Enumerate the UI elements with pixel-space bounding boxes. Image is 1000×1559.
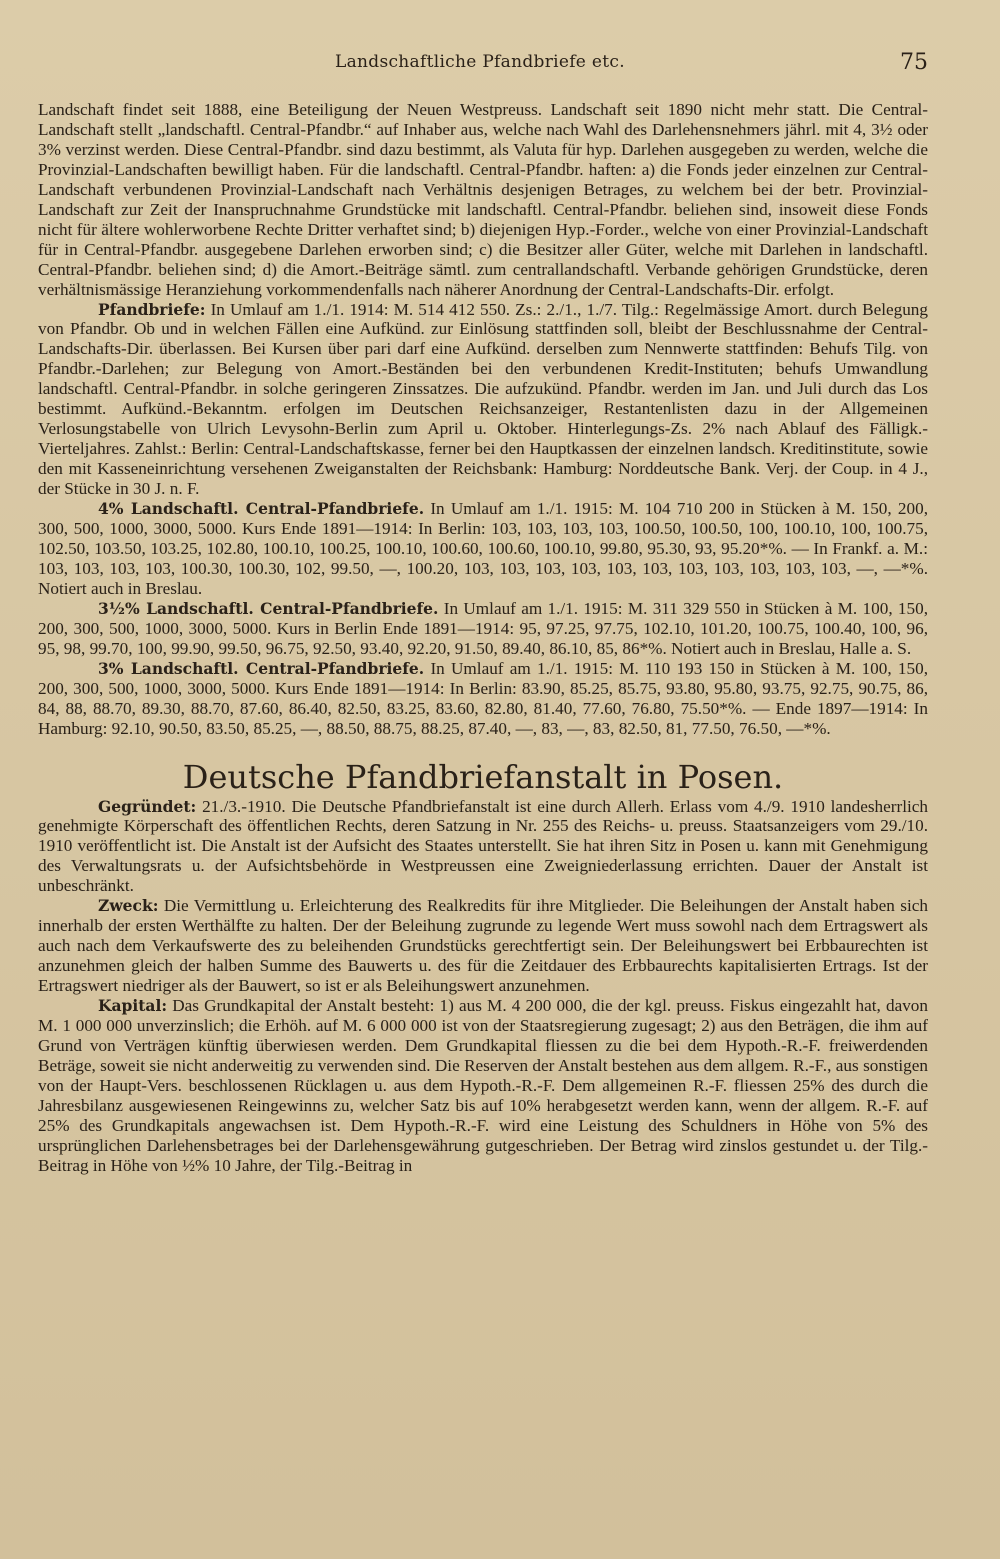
paragraph (38, 100, 928, 300)
paragraph (38, 896, 928, 996)
paragraph (38, 599, 928, 659)
paragraph-keyword: 4% Landschaftl. Central-Pfandbriefe. (98, 499, 425, 519)
paragraph-text: In Umlauf am 1./1. 1915: M. 311 329 550 in Stücken à M. 100, 150, 200, 300, 500, 1000, 3000, 5000. Kurs in Berlin Ende 1891—1914: 95, 97.25, 97.75, 102.10, 101.20, 100.75, 100.40, 100, 96, 95, 98, 99.70, 100, 99.90, 99.50, 96.75, 92.50, 93.40, 92.20, 91.50, 89.40, 86.10, 85, 86*%. Notiert auch in Breslau, Halle a. S. (38, 598, 929, 658)
paragraph-keyword: Kapital: (98, 996, 168, 1016)
paragraph-keyword: 3% Landschaftl. Central-Pfandbriefe. (98, 658, 425, 678)
paragraph-keyword: Pfandbriefe: (98, 299, 206, 319)
paragraph-text: In Umlauf am 1./1. 1915: M. 110 193 150 in Stücken à M. 100, 150, 200, 300, 500, 1000, 3000, 5000. Kurs Ende 1891—1914: In Berlin: 83.90, 85.25, 85.75, 93.80, 95.80, 93.75, 92.75, 90.75, 86, 84, 88, 88.70, 89.30, 88.70, 87.60, 86.40, 82.50, 83.25, 83.60, 82.80, 81.40, 77.60, 76.80, 75.50*%. — Ende 1897—1914: In Hamburg: 92.10, 90.50, 83.50, 85.25, —, 88.50, 88.75, 88.25, 87.40, —, 83, —, 83, 82.50, 81, 77.50, 76.50, —*%. (38, 658, 928, 738)
page-number: 75 (900, 50, 928, 75)
section-title: Deutsche Pfandbriefanstalt in Posen. (182, 757, 784, 796)
paragraph-text: In Umlauf am 1./1. 1915: M. 104 710 200 in Stücken à M. 150, 200, 300, 500, 1000, 3000, 5000. Kurs Ende 1891—1914: In Berlin: 103, 103, 103, 103, 100.50, 100.50, 100, 100.10, 100, 100.75, 102.50, 103.50, 103.25, 102.80, 100.10, 100.25, 100.10, 100.60, 100.60, 100.10, 99.80, 95.30, 93, 95.20*%. — In Frankf. a. M.: 103, 103, 103, 103, 100.30, 100.30, 102, 99.50, —, 100.20, 103, 103, 103, 103, 103, 103, 103, 103, 103, 103, 103, —, —*%. Notiert auch in Breslau. (38, 499, 928, 598)
paragraph (38, 300, 928, 500)
paragraph-keyword: Gegründet: (98, 796, 197, 816)
paragraph-keyword: 3½% Landschaftl. Central-Pfandbriefe. (98, 598, 439, 618)
paragraph-keyword: Zweck: (98, 896, 159, 916)
paragraph-text: Die Vermittlung u. Erleichterung des Realkredits für ihre Mitglieder. Die Beleihungen der Anstalt haben sich innerhalb der ersten Werthälfte zu halten. Der der Beleihung zugrunde zu legende Wert muss sowohl nach dem Ertragswert als auch nach dem Verkaufswerte des zu beleihenden Grundstücks gerechtfertigt sein. Der Beleihungswert bei Erbbaurechten ist anzunehmen gleich der halben Summe des Bauwerts u. des für die Zeitdauer des Erbbaurechts kapitalisierten Ertrags. Ist der Ertragswert niedriger als der Bauwert, so ist er als Beleihungswert anzunehmen. (38, 896, 928, 996)
paragraph-text: Landschaft findet seit 1888, eine Beteiligung der Neuen Westpreuss. Landschaft seit 1890 nicht mehr statt. Die Central-Landschaft stellt „landschaftl. Central-Pfandbr.“ auf Inhaber aus, welche nach Wahl des Darlehensnehmers jährl. mit 4, 3½ oder 3% verzinst werden. Diese Central-Pfandbr. sind dazu bestimmt, als Valuta für hyp. Darlehen ausgegeben zu werden, welche die Provinzial-Landschaften bewilligt haben. Für die landschaftl. Central-Pfandbr. haften: a) die Fonds jeder einzelnen zur Central-Landschaft verbundenen Provinzial-Landschaft nach Verhältnis desjenigen Betrages, zu welchem bei der betr. Provinzial-Landschaft zur Zeit der Inanspruchnahme Grundstücke mit landschaftl. Central-Pfandbr. beliehen sind, insoweit diese Fonds nicht für ältere wohlerworbene Rechte Dritter verhaftet sind; b) diejenigen Hyp.-Forder., welche von einer Provinzial-Landschaft für in Central-Pfandbr. ausgegebene Darlehen erworben sind; c) die Besitzer aller Güter, welche mit Darlehen in landschaftl. Central-Pfandbr. beliehen sind; d) die Amort.-Beiträge sämtl. zum centrallandschaftl. Verbande gehörigen Grundstücke, deren verhältnismässige Heranziehung vorkommendenfalls nach näherer Anordnung der Central-Landschafts-Dir. erfolgt. (38, 100, 928, 299)
paragraph-text: In Umlauf am 1./1. 1914: M. 514 412 550. Zs.: 2./1., 1./7. Tilg.: Regelmässige Amort. durch Belegung von Pfandbr. Ob und in welchen Fällen eine Aufkünd. zur Einlösung stattfinden soll, bleibt der Beschlussnahme der Central-Landschafts-Dir. überlassen. Bei Kursen über pari darf eine Aufkünd. derselben zum Nennwerte stattfinden: Behufs Tilg. von Pfandbr.-Darlehen; zur Belegung von Amort.-Beständen bei den verbundenen Kredit-Instituten; behufs Umwandlung landschaftl. Central-Pfandbr. in solche geringeren Zinssatzes. Die aufzukünd. Pfandbr. werden im Jan. und Juli durch das Los bestimmt. Aufkünd.-Bekanntm. erfolgen im Deutschen Reichsanzeiger, Restantenlisten dazu in der Allgemeinen Verlosungstabelle von Ulrich Levysohn-Berlin zum April u. Oktober. Hinterlegungs-Zs. 2% nach Ablauf des Fälligk.-Vierteljahres. Zahlst.: Berlin: Central-Landschaftskasse, ferner bei den Hauptkassen der einzelnen landsch. Kreditinstitute, sowie den mit Kasseneinrichtung versehenen Zweiganstalten der Reichsbank: Hamburg: Norddeutsche Bank. Verj. der Coup. in 4 J., der Stücke in 30 J. n. F. (38, 299, 928, 499)
paragraph-text: Das Grundkapital der Anstalt besteht: 1) aus M. 4 200 000, die der kgl. preuss. Fiskus eingezahlt hat, davon M. 1 000 000 unverzinslich; die Erhöh. auf M. 6 000 000 ist von der Staatsregierung zugesagt; 2) aus den Beträgen, die ihm auf Grund von Verträgen künftig überwiesen werden. Dem Grundkapital fliessen zu die bei dem Hypoth.-R.-F. freiwerdenden Beträge, soweit sie nicht anderweitig zu verwenden sind. Die Reserven der Anstalt bestehen aus dem allgem. R.-F., aus sonstigen von der Haupt-Vers. beschlossenen Rücklagen u. aus dem Hypoth.-R.-F. Dem allgemeinen R.-F. fliessen 25% des durch die Jahresbilanz ausgewiesenen Reingewinns zu, welcher Satz bis auf 10% herabgesetzt werden kann, wenn der allgem. R.-F. auf 25% des Grundkapitals angewachsen ist. Dem Hypoth.-R.-F. wird eine Leistung des Schuldners in Höhe von 5% des ursprünglichen Darlehensbetrages bei der Darlehensgewährung gutgeschrieben. Der Betrag wird zinslos gestundet u. der Tilg.-Beitrag in Höhe von ½% 10 Jahre, der Tilg.-Beitrag in (38, 996, 928, 1175)
paragraph (38, 499, 928, 599)
paragraph (38, 797, 928, 897)
page-header (0, 50, 1000, 80)
page-body (38, 100, 928, 1176)
paragraph (38, 996, 928, 1176)
paragraph-text: 21./3.-1910. Die Deutsche Pfandbriefanstalt ist eine durch Allerh. Erlass vom 4./9. 1910 landesherrlich genehmigte Körperschaft des öffentlichen Rechts, deren Satzung in Nr. 255 des Reichs- u. preuss. Staatsanzeigers vom 29./10. 1910 veröffentlicht ist. Die Anstalt ist der Aufsicht des Staates unterstellt. Sie hat ihren Sitz in Posen u. kann mit Genehmigung des Verwaltungsrats u. der Aufsichtsbehörde in Westpreussen eine Zweigniederlassung errichten. Dauer der Anstalt ist unbeschränkt. (38, 796, 928, 896)
running-title: Landschaftliche Pfandbriefe etc. (335, 52, 625, 72)
paragraph (38, 659, 928, 739)
